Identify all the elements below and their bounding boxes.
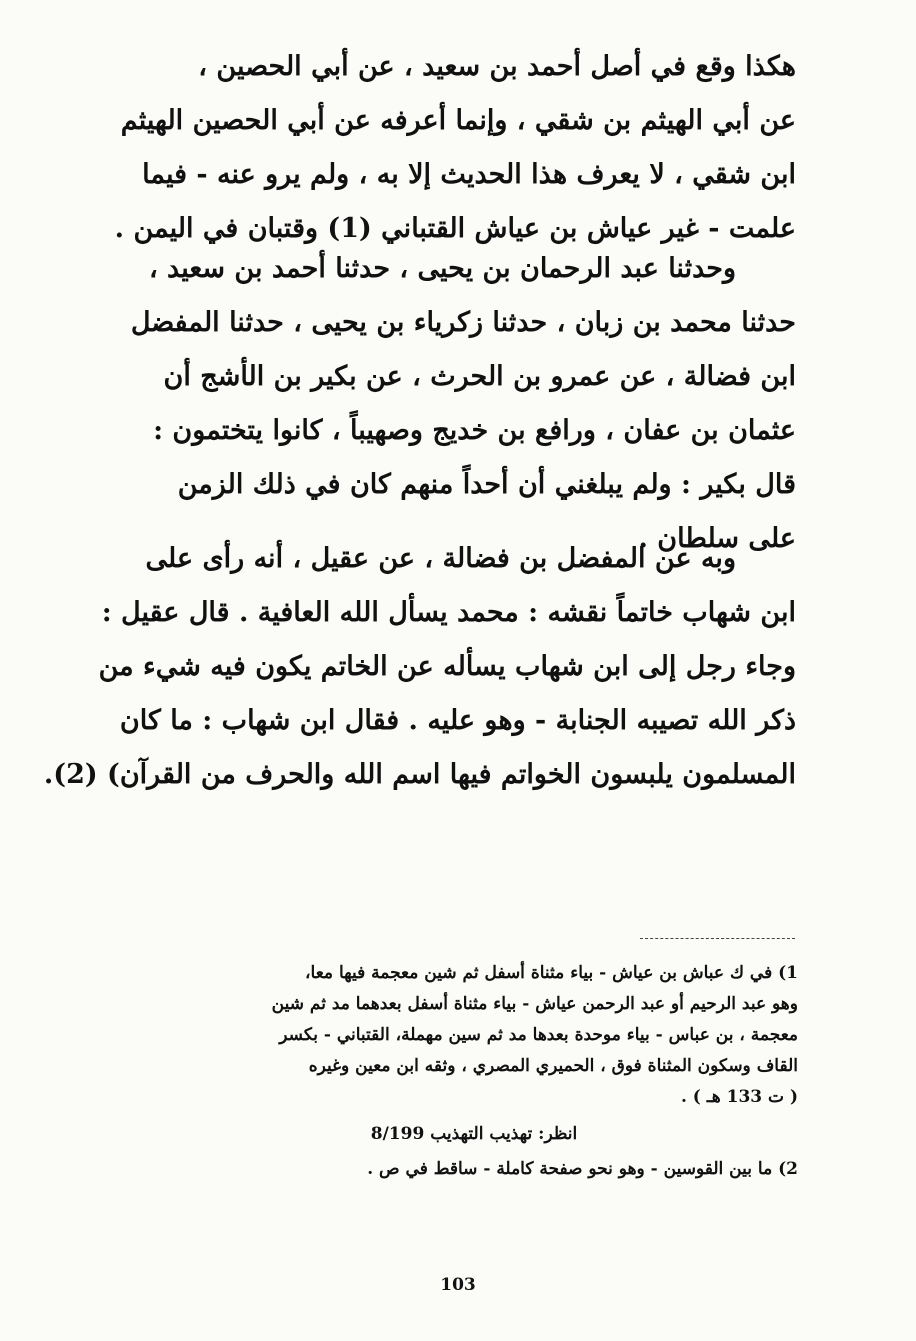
text-line: على سلطان . bbox=[638, 523, 796, 554]
text-line: وجاء رجل إلى ابن شهاب يسأله عن الخاتم يكون فيه شيء من bbox=[98, 651, 796, 682]
text-line: ابن شقي ، لا يعرف هذا الحديث إلا به ، ولم يرو عنه - فيما bbox=[142, 159, 796, 190]
text-line: علمت - غير عياش بن عياش القتباني (1) وقتبان في اليمن . bbox=[114, 213, 796, 244]
page-number: 103 bbox=[440, 1275, 476, 1295]
footnote-1-line: ( ت 133 هـ ) . bbox=[680, 1087, 798, 1107]
text-line: عثمان بن عفان ، ورافع بن خديج وصهيباً ، كانوا يتختمون : bbox=[153, 415, 796, 446]
text-line: حدثنا محمد بن زبان ، حدثنا زكرياء بن يحيى ، حدثنا المفضل bbox=[130, 307, 796, 338]
footnote-2: 2) ما بين القوسين - وهو نحو صفحة كاملة - ساقط في ص . bbox=[367, 1159, 798, 1179]
text-line: هكذا وقع في أصل أحمد بن سعيد ، عن أبي الحصين ، bbox=[198, 51, 796, 82]
footnote-1-line: وهو عبد الرحيم أو عبد الرحمن عياش - بياء مثناة أسفل بعدهما مد ثم شين bbox=[271, 994, 798, 1014]
paragraph-3 bbox=[43, 532, 796, 802]
text-line: عن أبي الهيثم بن شقي ، وإنما أعرفه عن أبي الحصين الهيثم bbox=[120, 105, 796, 136]
text-line: وبه عن المفضل بن فضالة ، عن عقيل ، أنه رأى على bbox=[145, 543, 736, 574]
paragraph-2 bbox=[130, 242, 796, 566]
text-line: ابن فضالة ، عن عمرو بن الحرث ، عن بكير بن الأشج أن bbox=[163, 361, 796, 392]
footnote-divider bbox=[640, 938, 795, 939]
text-line: قال بكير : ولم يبلغني أن أحداً منهم كان في ذلك الزمن bbox=[177, 469, 796, 500]
text-line: ابن شهاب خاتماً نقشه : محمد يسأل الله العافية . قال عقيل : bbox=[101, 597, 796, 628]
footnote-1-reference: انظر: تهذيب التهذيب 8/199 bbox=[370, 1124, 578, 1144]
footnote-1-line: معجمة ، بن عباس - بياء موحدة بعدها مد ثم سين مهملة، القتباني - بكسر bbox=[279, 1025, 798, 1045]
footnote-1-line: 1) في ك عباش بن عياش - بياء مثناة أسفل ثم شين معجمة فيها معا، bbox=[305, 963, 798, 983]
footnote-1-line: القاف وسكون المثناة فوق ، الحميري المصري ، وثقه ابن معين وغيره bbox=[308, 1056, 798, 1076]
footnotes bbox=[150, 958, 798, 1185]
text-line: المسلمون يلبسون الخواتم فيها اسم الله والحرف من القرآن) (2). bbox=[43, 759, 796, 790]
text-line: ذكر الله تصيبه الجنابة - وهو عليه . فقال ابن شهاب : ما كان bbox=[119, 705, 796, 736]
paragraph-1 bbox=[114, 40, 796, 256]
text-line: وحدثنا عبد الرحمان بن يحيى ، حدثنا أحمد بن سعيد ، bbox=[148, 253, 736, 284]
